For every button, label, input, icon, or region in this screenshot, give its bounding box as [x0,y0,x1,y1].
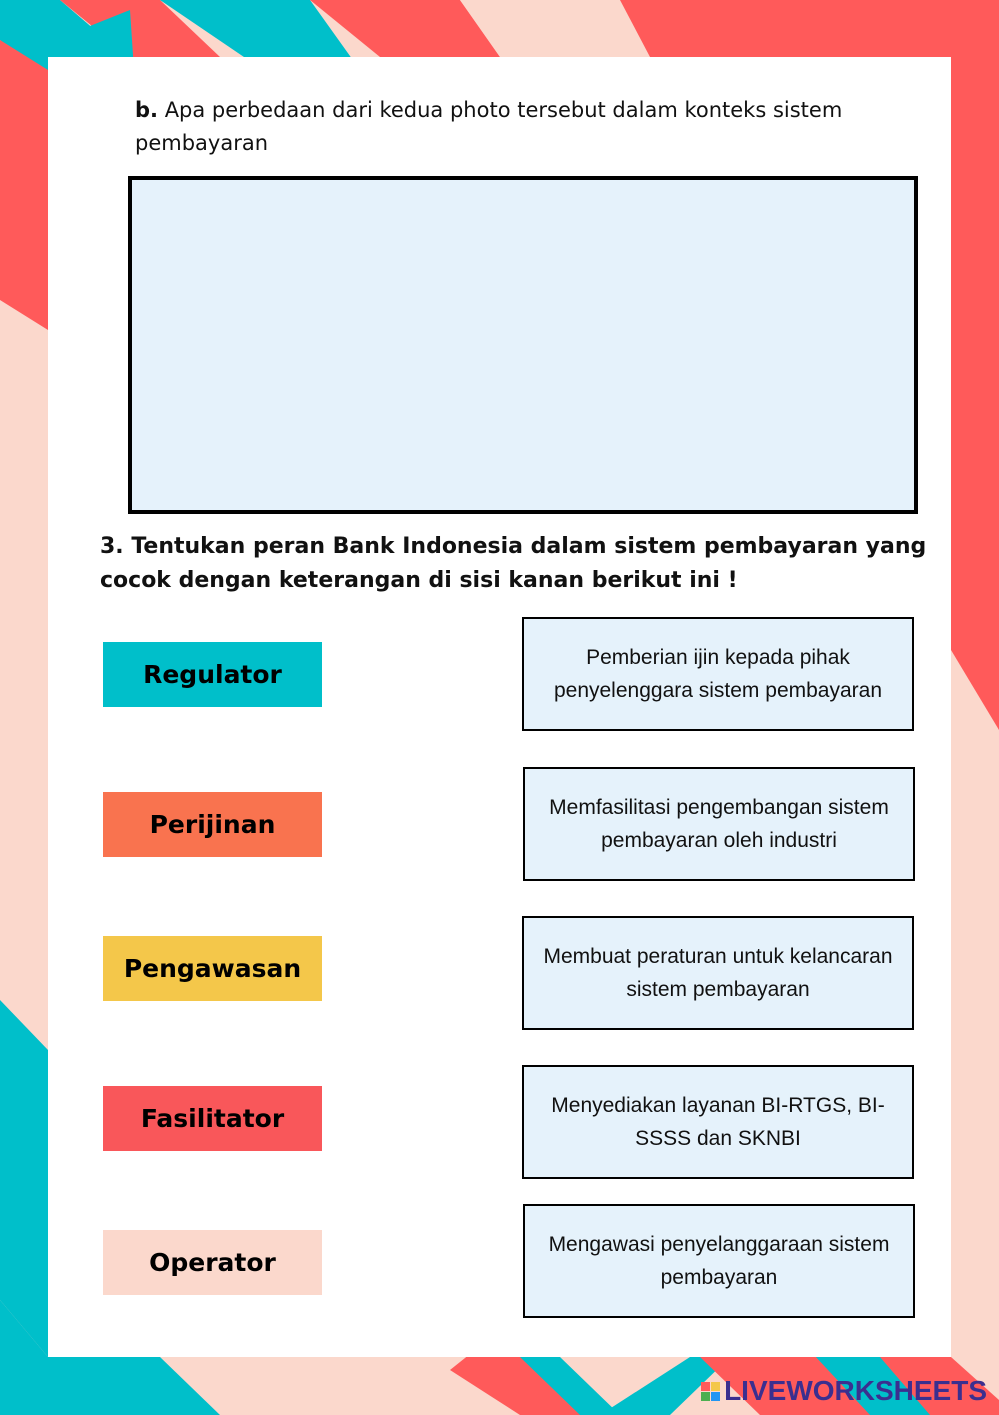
role-fasilitator[interactable]: Fasilitator [103,1086,322,1151]
liveworksheets-brand[interactable] [701,1375,987,1407]
description-box[interactable]: Mengawasi penyelanggaraan sistem pembayaran [523,1204,915,1318]
description-box[interactable]: Membuat peraturan untuk kelancaran sistem pembayaran [522,916,914,1030]
answer-textbox[interactable] [128,176,918,514]
question-b [135,94,895,160]
question-b-label: b. [135,98,159,122]
description-box[interactable]: Memfasilitasi pengembangan sistem pembayaran oleh industri [523,767,915,881]
liveworksheets-logo-icon [701,1382,720,1401]
brand-name: LIVEWORKSHEETS [724,1375,987,1406]
role-pengawasan[interactable]: Pengawasan [103,936,322,1001]
question-3: 3. Tentukan peran Bank Indonesia dalam sistem pembayaran yang cocok dengan keterangan di sisi kanan berikut ini ! [100,534,927,593]
description-box[interactable]: Menyediakan layanan BI-RTGS, BI-SSSS dan SKNBI [522,1065,914,1179]
description-box[interactable]: Pemberian ijin kepada pihak penyelenggara sistem pembayaran [522,617,914,731]
role-regulator[interactable]: Regulator [103,642,322,707]
question-b-text: Apa perbedaan dari kedua photo tersebut dalam konteks sistem pembayaran [135,98,843,155]
role-operator[interactable]: Operator [103,1230,322,1295]
role-perijinan[interactable]: Perijinan [103,792,322,857]
